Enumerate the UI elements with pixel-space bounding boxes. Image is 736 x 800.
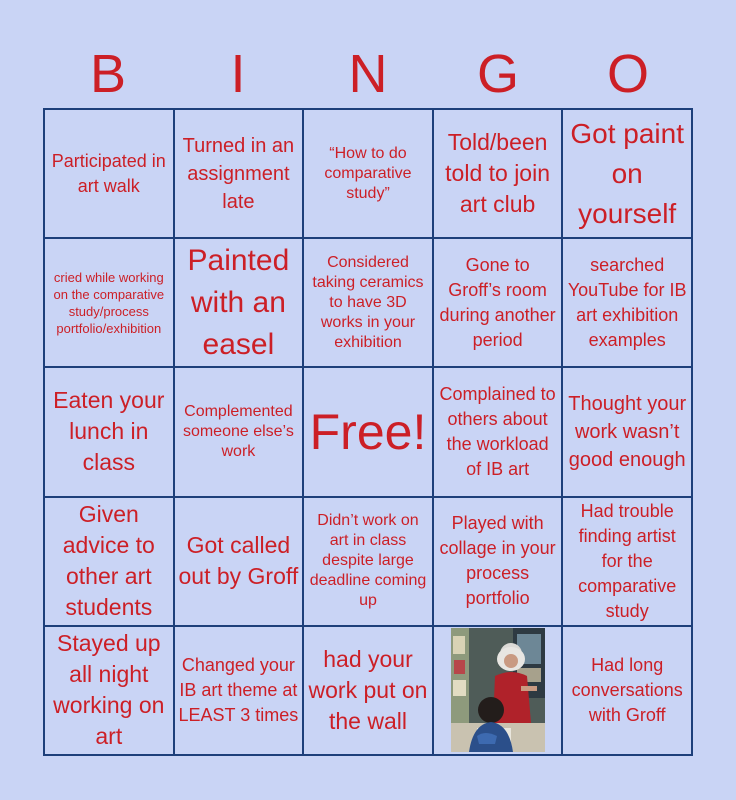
- bingo-cell-n2[interactable]: [303, 238, 433, 367]
- cell-text: had your work put on the wall: [308, 645, 428, 734]
- bingo-cell-i5[interactable]: [174, 626, 304, 755]
- cell-text: Gone to Groff’s room during another period: [439, 254, 556, 350]
- cell-text: Had long conversations with Groff: [571, 654, 683, 725]
- bingo-cell-g3[interactable]: [433, 367, 563, 496]
- cell-text: Given advice to other art students: [62, 501, 155, 621]
- header-letter-o: O: [606, 44, 649, 104]
- bingo-cell-b5[interactable]: [44, 626, 174, 755]
- free-space-text: Free!: [309, 403, 427, 460]
- cell-text: Got paint on yourself: [570, 117, 685, 229]
- cell-text: Considered taking ceramics to have 3D works in your exhibition: [312, 253, 424, 351]
- cell-text: Got called out by Groff: [178, 532, 299, 590]
- cell-text: Changed your IB art theme at LEAST 3 times: [178, 654, 299, 725]
- cell-text: “How to do comparative study”: [324, 144, 412, 202]
- cell-text: Eaten your lunch in class: [53, 387, 165, 476]
- bingo-cell-n4[interactable]: [303, 497, 433, 626]
- cell-text: Stayed up all night working on art: [53, 630, 165, 750]
- cell-text: Turned in an assignment late: [182, 134, 295, 213]
- bingo-cell-g1[interactable]: [433, 109, 563, 238]
- bingo-cell-g2[interactable]: [433, 238, 563, 367]
- bingo-cell-o3[interactable]: [562, 367, 692, 496]
- cell-text: Told/been told to join art club: [445, 129, 551, 218]
- bingo-cell-g4[interactable]: [433, 497, 563, 626]
- bingo-cell-o1[interactable]: [562, 109, 692, 238]
- cell-text: Participated in art walk: [51, 150, 166, 196]
- bingo-cell-i2[interactable]: [174, 238, 304, 367]
- bingo-cell-b1[interactable]: [44, 109, 174, 238]
- cell-text: cried while working on the comparative study/process portfolio/exhibition: [53, 269, 165, 336]
- cell-text: searched YouTube for IB art exhibition examples: [567, 254, 687, 350]
- bingo-cell-b4[interactable]: [44, 497, 174, 626]
- bingo-cell-free[interactable]: [303, 367, 433, 496]
- bingo-cell-g5[interactable]: [433, 626, 563, 755]
- bingo-cell-i4[interactable]: [174, 497, 304, 626]
- bingo-cell-n1[interactable]: [303, 109, 433, 238]
- bingo-cell-b3[interactable]: [44, 367, 174, 496]
- bingo-cell-i3[interactable]: [174, 367, 304, 496]
- header-letter-i: I: [230, 44, 246, 104]
- cell-text: Played with collage in your process portfolio: [439, 513, 556, 609]
- bingo-grid: [43, 108, 693, 756]
- bingo-cell-o2[interactable]: [562, 238, 692, 367]
- cell-text: Painted with an easel: [187, 243, 290, 361]
- classroom-photo: [451, 628, 545, 752]
- bingo-cell-i1[interactable]: [174, 109, 304, 238]
- cell-text: Complemented someone else’s work: [182, 402, 294, 460]
- header-letter-g: G: [476, 44, 519, 104]
- cell-text: Complained to others about the workload of IB art: [439, 383, 556, 479]
- bingo-cell-b2[interactable]: [44, 238, 174, 367]
- header-letter-b: B: [89, 44, 127, 104]
- cell-text: Didn’t work on art in class despite large deadline coming up: [309, 512, 427, 610]
- bingo-cell-n5[interactable]: [303, 626, 433, 755]
- header-letter-n: N: [348, 44, 388, 104]
- cell-text: Had trouble finding artist for the comparative study: [578, 500, 677, 621]
- bingo-header: [43, 40, 693, 108]
- cell-text: Thought your work wasn’t good enough: [568, 392, 687, 471]
- bingo-cell-o5[interactable]: [562, 626, 692, 755]
- bingo-cell-o4[interactable]: [562, 497, 692, 626]
